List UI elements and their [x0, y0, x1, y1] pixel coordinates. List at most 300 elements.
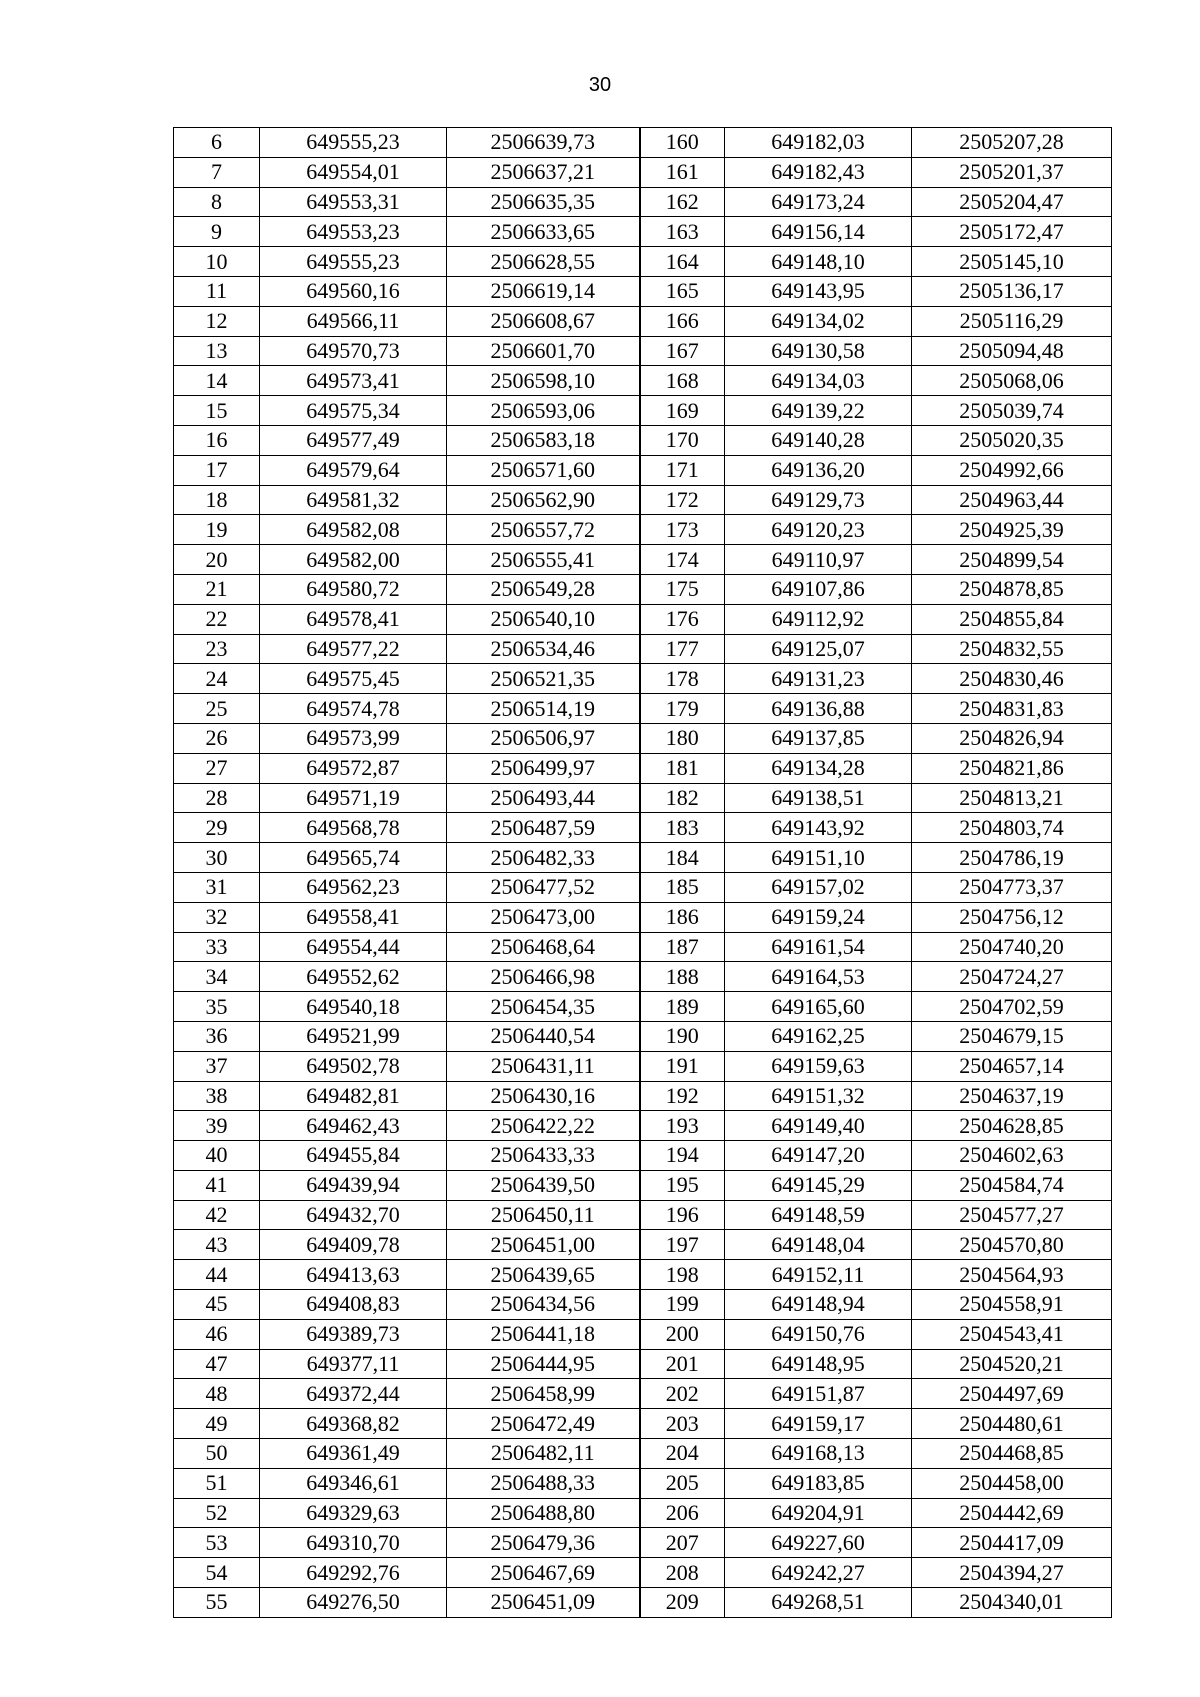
y-coordinate-cell: 2506521,35: [447, 664, 640, 694]
table-row: [174, 962, 1112, 992]
y-coordinate-cell: 2506439,50: [447, 1170, 640, 1200]
x-coordinate-cell: 649139,22: [725, 396, 912, 426]
y-coordinate-cell: 2506635,35: [447, 187, 640, 217]
x-coordinate-cell: 649555,23: [260, 128, 447, 158]
x-coordinate-cell: 649125,07: [725, 634, 912, 664]
y-coordinate-cell: 2505068,06: [912, 366, 1112, 396]
point-number-cell: 44: [174, 1260, 260, 1290]
point-number-cell: 49: [174, 1409, 260, 1439]
y-coordinate-cell: 2506430,16: [447, 1081, 640, 1111]
table-row: [174, 604, 1112, 634]
y-coordinate-cell: 2506482,33: [447, 843, 640, 873]
table-row: [174, 515, 1112, 545]
x-coordinate-cell: 649143,95: [725, 276, 912, 306]
y-coordinate-cell: 2506479,36: [447, 1528, 640, 1558]
table-row: [174, 872, 1112, 902]
y-coordinate-cell: 2505207,28: [912, 128, 1112, 158]
point-number-cell: 184: [640, 843, 725, 873]
x-coordinate-cell: 649570,73: [260, 336, 447, 366]
x-coordinate-cell: 649161,54: [725, 932, 912, 962]
y-coordinate-cell: 2506444,95: [447, 1349, 640, 1379]
point-number-cell: 181: [640, 753, 725, 783]
point-number-cell: 53: [174, 1528, 260, 1558]
x-coordinate-cell: 649389,73: [260, 1319, 447, 1349]
point-number-cell: 189: [640, 992, 725, 1022]
y-coordinate-cell: 2504679,15: [912, 1021, 1112, 1051]
x-coordinate-cell: 649137,85: [725, 723, 912, 753]
table-row: [174, 1021, 1112, 1051]
y-coordinate-cell: 2506458,99: [447, 1379, 640, 1409]
y-coordinate-cell: 2506487,59: [447, 813, 640, 843]
x-coordinate-cell: 649413,63: [260, 1260, 447, 1290]
y-coordinate-cell: 2506608,67: [447, 306, 640, 336]
point-number-cell: 18: [174, 485, 260, 515]
point-number-cell: 196: [640, 1200, 725, 1230]
x-coordinate-cell: 649571,19: [260, 783, 447, 813]
coordinates-table-body: [174, 128, 1112, 1618]
y-coordinate-cell: 2504813,21: [912, 783, 1112, 813]
point-number-cell: 39: [174, 1111, 260, 1141]
table-row: [174, 187, 1112, 217]
y-coordinate-cell: 2506571,60: [447, 455, 640, 485]
x-coordinate-cell: 649136,20: [725, 455, 912, 485]
point-number-cell: 173: [640, 515, 725, 545]
table-row: [174, 1588, 1112, 1618]
y-coordinate-cell: 2505020,35: [912, 425, 1112, 455]
point-number-cell: 45: [174, 1290, 260, 1320]
x-coordinate-cell: 649346,61: [260, 1468, 447, 1498]
table-row: [174, 1260, 1112, 1290]
point-number-cell: 167: [640, 336, 725, 366]
y-coordinate-cell: 2506434,56: [447, 1290, 640, 1320]
y-coordinate-cell: 2504702,59: [912, 992, 1112, 1022]
y-coordinate-cell: 2506619,14: [447, 276, 640, 306]
y-coordinate-cell: 2506540,10: [447, 604, 640, 634]
y-coordinate-cell: 2504570,80: [912, 1230, 1112, 1260]
point-number-cell: 7: [174, 157, 260, 187]
x-coordinate-cell: 649204,91: [725, 1498, 912, 1528]
point-number-cell: 169: [640, 396, 725, 426]
y-coordinate-cell: 2505116,29: [912, 306, 1112, 336]
x-coordinate-cell: 649462,43: [260, 1111, 447, 1141]
y-coordinate-cell: 2506450,11: [447, 1200, 640, 1230]
x-coordinate-cell: 649150,76: [725, 1319, 912, 1349]
point-number-cell: 162: [640, 187, 725, 217]
point-number-cell: 14: [174, 366, 260, 396]
point-number-cell: 11: [174, 276, 260, 306]
point-number-cell: 36: [174, 1021, 260, 1051]
y-coordinate-cell: 2504637,19: [912, 1081, 1112, 1111]
x-coordinate-cell: 649157,02: [725, 872, 912, 902]
y-coordinate-cell: 2506549,28: [447, 574, 640, 604]
x-coordinate-cell: 649268,51: [725, 1588, 912, 1618]
x-coordinate-cell: 649151,32: [725, 1081, 912, 1111]
table-row: [174, 902, 1112, 932]
x-coordinate-cell: 649130,58: [725, 336, 912, 366]
y-coordinate-cell: 2506440,54: [447, 1021, 640, 1051]
x-coordinate-cell: 649147,20: [725, 1141, 912, 1171]
point-number-cell: 15: [174, 396, 260, 426]
point-number-cell: 204: [640, 1439, 725, 1469]
y-coordinate-cell: 2506506,97: [447, 723, 640, 753]
point-number-cell: 20: [174, 545, 260, 575]
y-coordinate-cell: 2506454,35: [447, 992, 640, 1022]
x-coordinate-cell: 649554,01: [260, 157, 447, 187]
point-number-cell: 207: [640, 1528, 725, 1558]
point-number-cell: 179: [640, 694, 725, 724]
y-coordinate-cell: 2506451,00: [447, 1230, 640, 1260]
x-coordinate-cell: 649159,17: [725, 1409, 912, 1439]
point-number-cell: 33: [174, 932, 260, 962]
y-coordinate-cell: 2504925,39: [912, 515, 1112, 545]
x-coordinate-cell: 649577,49: [260, 425, 447, 455]
point-number-cell: 174: [640, 545, 725, 575]
y-coordinate-cell: 2504602,63: [912, 1141, 1112, 1171]
y-coordinate-cell: 2504963,44: [912, 485, 1112, 515]
x-coordinate-cell: 649148,59: [725, 1200, 912, 1230]
x-coordinate-cell: 649408,83: [260, 1290, 447, 1320]
y-coordinate-cell: 2504831,83: [912, 694, 1112, 724]
x-coordinate-cell: 649159,63: [725, 1051, 912, 1081]
x-coordinate-cell: 649574,78: [260, 694, 447, 724]
x-coordinate-cell: 649136,88: [725, 694, 912, 724]
point-number-cell: 177: [640, 634, 725, 664]
x-coordinate-cell: 649148,10: [725, 247, 912, 277]
y-coordinate-cell: 2504899,54: [912, 545, 1112, 575]
y-coordinate-cell: 2506451,09: [447, 1588, 640, 1618]
x-coordinate-cell: 649134,03: [725, 366, 912, 396]
x-coordinate-cell: 649566,11: [260, 306, 447, 336]
table-row: [174, 1498, 1112, 1528]
x-coordinate-cell: 649553,23: [260, 217, 447, 247]
table-row: [174, 1528, 1112, 1558]
y-coordinate-cell: 2506466,98: [447, 962, 640, 992]
point-number-cell: 164: [640, 247, 725, 277]
x-coordinate-cell: 649573,99: [260, 723, 447, 753]
x-coordinate-cell: 649581,32: [260, 485, 447, 515]
x-coordinate-cell: 649164,53: [725, 962, 912, 992]
x-coordinate-cell: 649562,23: [260, 872, 447, 902]
x-coordinate-cell: 649182,43: [725, 157, 912, 187]
y-coordinate-cell: 2504628,85: [912, 1111, 1112, 1141]
table-row: [174, 1349, 1112, 1379]
x-coordinate-cell: 649159,24: [725, 902, 912, 932]
point-number-cell: 29: [174, 813, 260, 843]
point-number-cell: 199: [640, 1290, 725, 1320]
y-coordinate-cell: 2506601,70: [447, 336, 640, 366]
point-number-cell: 185: [640, 872, 725, 902]
table-row: [174, 1200, 1112, 1230]
x-coordinate-cell: 649149,40: [725, 1111, 912, 1141]
y-coordinate-cell: 2506534,46: [447, 634, 640, 664]
table-row: [174, 157, 1112, 187]
y-coordinate-cell: 2504480,61: [912, 1409, 1112, 1439]
x-coordinate-cell: 649521,99: [260, 1021, 447, 1051]
x-coordinate-cell: 649575,34: [260, 396, 447, 426]
y-coordinate-cell: 2506598,10: [447, 366, 640, 396]
table-row: [174, 425, 1112, 455]
y-coordinate-cell: 2504394,27: [912, 1558, 1112, 1588]
x-coordinate-cell: 649162,25: [725, 1021, 912, 1051]
x-coordinate-cell: 649552,62: [260, 962, 447, 992]
y-coordinate-cell: 2504830,46: [912, 664, 1112, 694]
x-coordinate-cell: 649148,94: [725, 1290, 912, 1320]
y-coordinate-cell: 2506422,22: [447, 1111, 640, 1141]
point-number-cell: 31: [174, 872, 260, 902]
point-number-cell: 176: [640, 604, 725, 634]
x-coordinate-cell: 649156,14: [725, 217, 912, 247]
point-number-cell: 161: [640, 157, 725, 187]
point-number-cell: 52: [174, 1498, 260, 1528]
x-coordinate-cell: 649148,95: [725, 1349, 912, 1379]
x-coordinate-cell: 649377,11: [260, 1349, 447, 1379]
point-number-cell: 46: [174, 1319, 260, 1349]
x-coordinate-cell: 649368,82: [260, 1409, 447, 1439]
y-coordinate-cell: 2506633,65: [447, 217, 640, 247]
y-coordinate-cell: 2505136,17: [912, 276, 1112, 306]
x-coordinate-cell: 649573,41: [260, 366, 447, 396]
point-number-cell: 13: [174, 336, 260, 366]
point-number-cell: 165: [640, 276, 725, 306]
y-coordinate-cell: 2506477,52: [447, 872, 640, 902]
y-coordinate-cell: 2506628,55: [447, 247, 640, 277]
table-row: [174, 1170, 1112, 1200]
point-number-cell: 10: [174, 247, 260, 277]
table-row: [174, 1409, 1112, 1439]
x-coordinate-cell: 649107,86: [725, 574, 912, 604]
point-number-cell: 40: [174, 1141, 260, 1171]
x-coordinate-cell: 649242,27: [725, 1558, 912, 1588]
point-number-cell: 12: [174, 306, 260, 336]
table-row: [174, 1051, 1112, 1081]
y-coordinate-cell: 2504803,74: [912, 813, 1112, 843]
y-coordinate-cell: 2504740,20: [912, 932, 1112, 962]
table-row: [174, 723, 1112, 753]
y-coordinate-cell: 2506555,41: [447, 545, 640, 575]
x-coordinate-cell: 649555,23: [260, 247, 447, 277]
point-number-cell: 195: [640, 1170, 725, 1200]
table-row: [174, 485, 1112, 515]
x-coordinate-cell: 649292,76: [260, 1558, 447, 1588]
y-coordinate-cell: 2506482,11: [447, 1439, 640, 1469]
point-number-cell: 188: [640, 962, 725, 992]
point-number-cell: 160: [640, 128, 725, 158]
y-coordinate-cell: 2504878,85: [912, 574, 1112, 604]
x-coordinate-cell: 649148,04: [725, 1230, 912, 1260]
y-coordinate-cell: 2504756,12: [912, 902, 1112, 932]
y-coordinate-cell: 2504584,74: [912, 1170, 1112, 1200]
y-coordinate-cell: 2504340,01: [912, 1588, 1112, 1618]
y-coordinate-cell: 2504826,94: [912, 723, 1112, 753]
point-number-cell: 192: [640, 1081, 725, 1111]
table-row: [174, 306, 1112, 336]
table-row: [174, 336, 1112, 366]
point-number-cell: 22: [174, 604, 260, 634]
table-row: [174, 753, 1112, 783]
x-coordinate-cell: 649151,87: [725, 1379, 912, 1409]
point-number-cell: 205: [640, 1468, 725, 1498]
point-number-cell: 55: [174, 1588, 260, 1618]
y-coordinate-cell: 2504564,93: [912, 1260, 1112, 1290]
x-coordinate-cell: 649554,44: [260, 932, 447, 962]
table-row: [174, 783, 1112, 813]
point-number-cell: 30: [174, 843, 260, 873]
point-number-cell: 206: [640, 1498, 725, 1528]
table-row: [174, 574, 1112, 604]
y-coordinate-cell: 2504821,86: [912, 753, 1112, 783]
y-coordinate-cell: 2505039,74: [912, 396, 1112, 426]
table-row: [174, 1081, 1112, 1111]
point-number-cell: 25: [174, 694, 260, 724]
point-number-cell: 180: [640, 723, 725, 753]
point-number-cell: 187: [640, 932, 725, 962]
y-coordinate-cell: 2506637,21: [447, 157, 640, 187]
y-coordinate-cell: 2504724,27: [912, 962, 1112, 992]
point-number-cell: 208: [640, 1558, 725, 1588]
table-row: [174, 1111, 1112, 1141]
x-coordinate-cell: 649138,51: [725, 783, 912, 813]
point-number-cell: 209: [640, 1588, 725, 1618]
y-coordinate-cell: 2506433,33: [447, 1141, 640, 1171]
y-coordinate-cell: 2504497,69: [912, 1379, 1112, 1409]
y-coordinate-cell: 2506488,80: [447, 1498, 640, 1528]
y-coordinate-cell: 2504577,27: [912, 1200, 1112, 1230]
point-number-cell: 166: [640, 306, 725, 336]
table-row: [174, 1230, 1112, 1260]
point-number-cell: 19: [174, 515, 260, 545]
y-coordinate-cell: 2504786,19: [912, 843, 1112, 873]
y-coordinate-cell: 2504442,69: [912, 1498, 1112, 1528]
point-number-cell: 183: [640, 813, 725, 843]
point-number-cell: 191: [640, 1051, 725, 1081]
point-number-cell: 43: [174, 1230, 260, 1260]
point-number-cell: 35: [174, 992, 260, 1022]
x-coordinate-cell: 649502,78: [260, 1051, 447, 1081]
point-number-cell: 42: [174, 1200, 260, 1230]
y-coordinate-cell: 2504773,37: [912, 872, 1112, 902]
table-row: [174, 1141, 1112, 1171]
table-row: [174, 247, 1112, 277]
x-coordinate-cell: 649168,13: [725, 1439, 912, 1469]
y-coordinate-cell: 2506493,44: [447, 783, 640, 813]
table-row: [174, 634, 1112, 664]
table-row: [174, 1439, 1112, 1469]
point-number-cell: 186: [640, 902, 725, 932]
point-number-cell: 168: [640, 366, 725, 396]
y-coordinate-cell: 2504992,66: [912, 455, 1112, 485]
y-coordinate-cell: 2504468,85: [912, 1439, 1112, 1469]
x-coordinate-cell: 649482,81: [260, 1081, 447, 1111]
y-coordinate-cell: 2504458,00: [912, 1468, 1112, 1498]
x-coordinate-cell: 649439,94: [260, 1170, 447, 1200]
x-coordinate-cell: 649575,45: [260, 664, 447, 694]
table-row: [174, 396, 1112, 426]
x-coordinate-cell: 649582,00: [260, 545, 447, 575]
x-coordinate-cell: 649165,60: [725, 992, 912, 1022]
point-number-cell: 27: [174, 753, 260, 783]
y-coordinate-cell: 2506562,90: [447, 485, 640, 515]
y-coordinate-cell: 2506467,69: [447, 1558, 640, 1588]
x-coordinate-cell: 649131,23: [725, 664, 912, 694]
table-row: [174, 366, 1112, 396]
point-number-cell: 198: [640, 1260, 725, 1290]
table-row: [174, 1290, 1112, 1320]
table-row: [174, 1558, 1112, 1588]
x-coordinate-cell: 649577,22: [260, 634, 447, 664]
point-number-cell: 47: [174, 1349, 260, 1379]
x-coordinate-cell: 649120,23: [725, 515, 912, 545]
point-number-cell: 193: [640, 1111, 725, 1141]
x-coordinate-cell: 649558,41: [260, 902, 447, 932]
point-number-cell: 17: [174, 455, 260, 485]
point-number-cell: 190: [640, 1021, 725, 1051]
x-coordinate-cell: 649361,49: [260, 1439, 447, 1469]
point-number-cell: 202: [640, 1379, 725, 1409]
point-number-cell: 26: [174, 723, 260, 753]
point-number-cell: 6: [174, 128, 260, 158]
table-row: [174, 545, 1112, 575]
y-coordinate-cell: 2506639,73: [447, 128, 640, 158]
point-number-cell: 23: [174, 634, 260, 664]
coordinates-table: [173, 127, 1112, 1618]
point-number-cell: 171: [640, 455, 725, 485]
point-number-cell: 38: [174, 1081, 260, 1111]
y-coordinate-cell: 2505204,47: [912, 187, 1112, 217]
x-coordinate-cell: 649227,60: [725, 1528, 912, 1558]
y-coordinate-cell: 2506557,72: [447, 515, 640, 545]
x-coordinate-cell: 649134,02: [725, 306, 912, 336]
x-coordinate-cell: 649145,29: [725, 1170, 912, 1200]
x-coordinate-cell: 649182,03: [725, 128, 912, 158]
x-coordinate-cell: 649540,18: [260, 992, 447, 1022]
x-coordinate-cell: 649329,63: [260, 1498, 447, 1528]
point-number-cell: 203: [640, 1409, 725, 1439]
table-row: [174, 455, 1112, 485]
y-coordinate-cell: 2505172,47: [912, 217, 1112, 247]
x-coordinate-cell: 649140,28: [725, 425, 912, 455]
x-coordinate-cell: 649565,74: [260, 843, 447, 873]
y-coordinate-cell: 2504558,91: [912, 1290, 1112, 1320]
table-row: [174, 1379, 1112, 1409]
y-coordinate-cell: 2504657,14: [912, 1051, 1112, 1081]
y-coordinate-cell: 2504417,09: [912, 1528, 1112, 1558]
page-number: 30: [588, 74, 612, 96]
point-number-cell: 197: [640, 1230, 725, 1260]
y-coordinate-cell: 2506473,00: [447, 902, 640, 932]
y-coordinate-cell: 2506468,64: [447, 932, 640, 962]
x-coordinate-cell: 649409,78: [260, 1230, 447, 1260]
table-row: [174, 843, 1112, 873]
y-coordinate-cell: 2506441,18: [447, 1319, 640, 1349]
y-coordinate-cell: 2506514,19: [447, 694, 640, 724]
x-coordinate-cell: 649560,16: [260, 276, 447, 306]
x-coordinate-cell: 649152,11: [725, 1260, 912, 1290]
point-number-cell: 48: [174, 1379, 260, 1409]
point-number-cell: 54: [174, 1558, 260, 1588]
x-coordinate-cell: 649112,92: [725, 604, 912, 634]
x-coordinate-cell: 649129,73: [725, 485, 912, 515]
x-coordinate-cell: 649143,92: [725, 813, 912, 843]
table-row: [174, 276, 1112, 306]
y-coordinate-cell: 2505094,48: [912, 336, 1112, 366]
point-number-cell: 24: [174, 664, 260, 694]
point-number-cell: 163: [640, 217, 725, 247]
x-coordinate-cell: 649568,78: [260, 813, 447, 843]
table-row: [174, 992, 1112, 1022]
y-coordinate-cell: 2506439,65: [447, 1260, 640, 1290]
table-row: [174, 932, 1112, 962]
table-row: [174, 1468, 1112, 1498]
